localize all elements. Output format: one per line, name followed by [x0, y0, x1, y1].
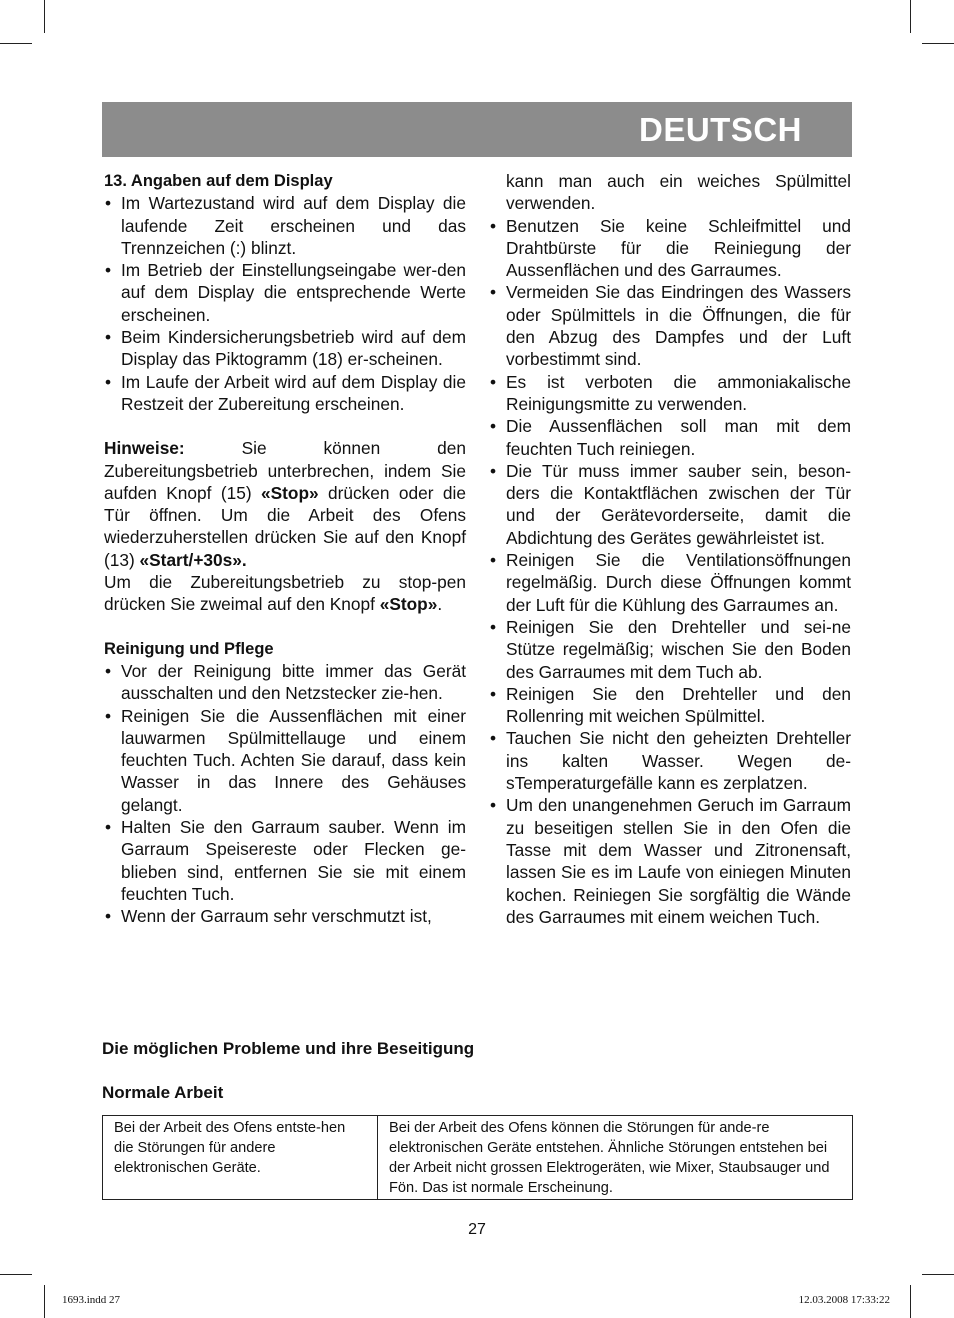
list-item: • Wenn der Garraum sehr verschmutzt ist, [104, 905, 466, 927]
problems-title: Die möglichen Probleme und ihre Beseitigung [102, 1039, 475, 1058]
list-item: • Um den unangenehmen Geruch im Garraum zu beseitigen stellen Sie in den Ofen die Tasse mit dem Wasser und Zitronensaft, lassen Sie es im Laufe von einiegen Minuten kochen. Reiniegen Sie sorgfältig die Wände des Garraumes mit einem weichen Tuch. [489, 794, 851, 928]
crop-mark [0, 1274, 32, 1275]
list-item: • Vor der Reinigung bitte immer das Gerät ausschalten und den Netzstecker zie-hen. [104, 660, 466, 705]
stop-label: «Stop» [379, 594, 438, 615]
hinweise-label: Hinweise: [104, 438, 185, 459]
solution-cell: Bei der Arbeit des Ofens können die Störungen für ande-re elektronischen Geräte entstehen. Ähnliche Störungen entstehen bei der Arbeit nicht grossen Elektrogeräten, wie Mixer, Staubsauger und Fön. Das ist normale Erscheinung. [378, 1116, 853, 1200]
stop-text: Um die Zubereitungsbetrieb zu stop-pen drücken Sie zweimal auf den Knopf [104, 572, 466, 615]
hinweise-paragraph [104, 437, 466, 571]
right-column [489, 170, 851, 928]
cleaning-list-continued [489, 215, 851, 929]
language-title: DEUTSCH [638, 111, 802, 148]
crop-mark [922, 43, 954, 44]
crop-mark [44, 0, 45, 33]
list-item: • Tauchen Sie nicht den geheizten Drehteller ins kalten Wasser. Wegen de-sTemperaturgefälle kann es zerplatzen. [489, 727, 851, 794]
print-timestamp: 12.03.2008 17:33:22 [798, 1294, 890, 1306]
crop-mark [0, 43, 32, 44]
list-item: • Halten Sie den Garraum sauber. Wenn im Garraum Speisereste oder Flecken ge-blieben sind, entfernen Sie sie mit einem feuchten Tuch. [104, 816, 466, 905]
language-header-band [102, 102, 852, 157]
list-item: • Es ist verboten die ammoniakalische Reinigungsmitte zu verwenden. [489, 371, 851, 416]
left-column [104, 170, 466, 928]
file-info: 1693.indd 27 [62, 1294, 121, 1306]
list-item: • Die Aussenflächen soll man mit dem feuchten Tuch reiniegen. [489, 415, 851, 460]
problem-cell: Bei der Arbeit des Ofens entste-hen die Störungen für andere elektronischen Geräte. [103, 1116, 378, 1200]
list-item: • Beim Kindersicherungsbetrieb wird auf dem Display das Piktogramm (18) er-scheinen. [104, 326, 466, 371]
crop-mark [922, 1274, 954, 1275]
cleaning-heading: Reinigung und Pflege [104, 639, 274, 658]
display-list [104, 192, 466, 415]
list-item: • Benutzen Sie keine Schleifmittel und Drahtbürste für die Reiniegung der Aussenflächen und des Garraumes. [489, 215, 851, 282]
list-item: • Im Wartezustand wird auf dem Display die laufende Zeit erscheinen und das Trennzeichen (:) blinzt. [104, 192, 466, 259]
stop-paragraph [104, 571, 466, 616]
hinweise-text: drücken oder die Tür öffnen. Um die Arbeit des Ofens wiederzuherstellen drücken Sie auf den Knopf (13) [104, 482, 466, 570]
crop-mark [44, 1285, 45, 1318]
page-number: 27 [468, 1221, 486, 1238]
crop-mark [910, 1285, 911, 1318]
list-item: • Reinigen Sie die Ventilationsöffnungen regelmäßig. Durch diese Öffnungen kommt der Luft für die Kühlung des Garraumes an. [489, 549, 851, 616]
list-item: • Reinigen Sie den Drehteller und sei-ne Stütze regelmäßig; wischen Sie den Boden des Garraumes mit dem Tuch ab. [489, 616, 851, 683]
list-item: • Die Tür muss immer sauber sein, beson-ders die Kontaktflächen zwischen der Tür und der Gerätevorderseite, damit die Abdichtung des Gerätes gewährleistet ist. [489, 460, 851, 549]
list-item: • Reinigen Sie die Aussenflächen mit einer lauwarmen Spülmittellauge und einem feuchten Tuch. Achten Sie darauf, dass kein Wasser in das Innere des Gehäuses gelangt. [104, 705, 466, 816]
continuation-text: kann man auch ein weiches Spülmittel verwenden. [506, 171, 851, 214]
period: . [437, 594, 443, 615]
troubleshooting-table [102, 1115, 853, 1200]
hinweise-text: Sie können den Zubereitungsbetrieb unterbrechen, indem Sie aufden Knopf (15) [104, 438, 466, 503]
list-item: • Vermeiden Sie das Eindringen des Wassers oder Spülmittels in die Öffnungen, die für den Abzug des Dampfes und der Luft vorbestimmt sind. [489, 281, 851, 370]
cleaning-list [104, 660, 466, 928]
display-heading: 13. Angaben auf dem Display [104, 172, 333, 190]
list-item: • Im Laufe der Arbeit wird auf dem Display die Restzeit der Zubereitung erscheinen. [104, 371, 466, 416]
list-item: • Reinigen Sie den Drehteller und den Rollenring mit weichen Spülmittel. [489, 683, 851, 728]
start-label: «Start/+30s». [139, 549, 247, 570]
list-item: • Im Betrieb der Einstellungseingabe wer-den auf dem Display die entsprechende Werte erscheinen. [104, 259, 466, 326]
crop-mark [910, 0, 911, 33]
normal-operation-subtitle: Normale Arbeit [102, 1083, 224, 1102]
table-row [103, 1116, 853, 1200]
stop-label: «Stop» [261, 482, 319, 503]
